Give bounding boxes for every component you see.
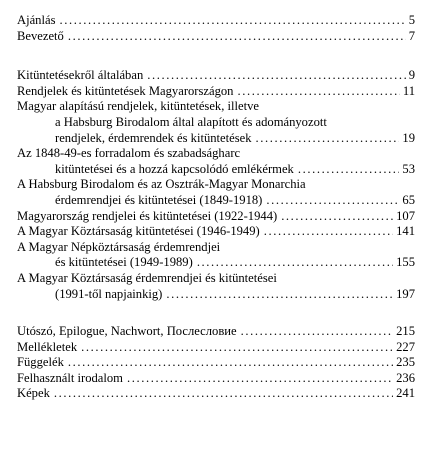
toc-leader-dots [298, 162, 400, 178]
toc-leader-dots [237, 84, 399, 100]
toc-entry-line: A Magyar Népköztársaság érdemrendjei [17, 239, 221, 254]
toc-page-number: 7 [408, 28, 415, 43]
toc-entry-magyarorszag-1922-1944 [17, 209, 415, 225]
toc-entry-title: rendjelek, érdemrendek és kitüntetések [55, 130, 252, 145]
toc-page-number: 11 [402, 83, 415, 98]
toc-entry-koztarsasag-1991 [17, 287, 415, 303]
toc-entry-title: A Magyar Köztársaság kitüntetései (1946-1949) [17, 224, 260, 239]
toc-page-number: 236 [396, 370, 415, 385]
toc-leader-dots [127, 371, 393, 387]
toc-page-number: 53 [402, 161, 415, 176]
toc-leader-dots [266, 193, 399, 209]
toc-entry-title: érdemrendjei és kitüntetései (1849-1918) [55, 192, 263, 207]
toc-leader-dots [59, 13, 405, 29]
toc-leader-dots [256, 131, 400, 147]
toc-page-number: 227 [396, 339, 415, 354]
toc-entry-habsburg-monarchia [17, 193, 415, 209]
toc-entry-felhasznalt-irodalom [17, 371, 415, 387]
table-of-contents [17, 13, 415, 402]
toc-entry-title: Kitüntetésekről általában [17, 68, 144, 83]
toc-leader-dots [281, 209, 393, 225]
toc-entry-koztarsasag-1946-1949 [17, 224, 415, 240]
toc-page-number: 9 [408, 68, 415, 83]
toc-page-number: 19 [402, 130, 415, 145]
toc-leader-dots [264, 224, 393, 240]
toc-entry-title: és kitüntetései (1949-1989) [55, 255, 193, 270]
toc-entry-title: Képek [17, 386, 50, 401]
toc-entry-fuggelek [17, 355, 415, 371]
toc-entry-line: a Habsburg Birodalom által alapított és adományozott [55, 114, 327, 129]
toc-entry-nepkoztarsasag [17, 255, 415, 271]
toc-entry-title: Bevezető [17, 28, 64, 43]
toc-entry-title: Ajánlás [17, 13, 56, 27]
toc-leader-dots [166, 287, 393, 303]
toc-entry-line: A Magyar Köztársaság érdemrendjei és kitüntetései [17, 270, 277, 285]
toc-page-number: 241 [396, 386, 415, 401]
toc-entry-title: Rendjelek és kitüntetések Magyarországon [17, 83, 234, 98]
toc-entry-rendjelek-magyarorszagon [17, 84, 415, 100]
toc-page-number: 5 [408, 13, 415, 27]
toc-entry-ajanlas [17, 13, 415, 29]
toc-entry-kepek [17, 386, 415, 402]
toc-page-number: 235 [396, 355, 415, 370]
toc-entry-title: kitüntetései és a hozzá kapcsolódó emlékérmek [55, 161, 294, 176]
toc-page-number: 141 [396, 224, 415, 239]
toc-leader-dots [68, 355, 393, 371]
toc-entry-title: Mellékletek [17, 339, 78, 354]
toc-entry-title: Utószó, Epilogue, Nachwort, Послесловие [17, 324, 237, 339]
section-gap [17, 302, 415, 324]
toc-leader-dots [68, 29, 406, 45]
toc-page-number: 65 [402, 192, 415, 207]
toc-entry-bevezeto [17, 29, 415, 45]
toc-entry-line: Magyar alapítású rendjelek, kitüntetések, illetve [17, 99, 259, 114]
toc-entry-kituntetesekrol [17, 68, 415, 84]
toc-entry-1848-49 [17, 162, 415, 178]
toc-entry-title: Felhasznált irodalom [17, 370, 123, 385]
toc-leader-dots [197, 255, 393, 271]
section-gap [17, 44, 415, 68]
toc-leader-dots [241, 324, 393, 340]
toc-leader-dots [81, 340, 393, 356]
toc-page-number: 215 [396, 324, 415, 339]
toc-leader-dots [147, 68, 405, 84]
toc-leader-dots [54, 386, 393, 402]
toc-entry-line: Az 1848-49-es forradalom és szabadságharc [17, 146, 241, 161]
toc-entry-title: Függelék [17, 355, 64, 370]
toc-page-number: 197 [396, 286, 415, 301]
toc-page-number: 155 [396, 255, 415, 270]
toc-entry-mellekletek [17, 340, 415, 356]
toc-page-number: 107 [396, 208, 415, 223]
toc-entry-utoszo [17, 324, 415, 340]
toc-entry-title: Magyarország rendjelei és kitüntetései (1922-1944) [17, 208, 278, 223]
toc-entry-magyar-alapitasu [17, 131, 415, 147]
toc-entry-line: A Habsburg Birodalom és az Osztrák-Magyar Monarchia [17, 177, 306, 192]
toc-entry-title: (1991-től napjainkig) [55, 286, 163, 301]
